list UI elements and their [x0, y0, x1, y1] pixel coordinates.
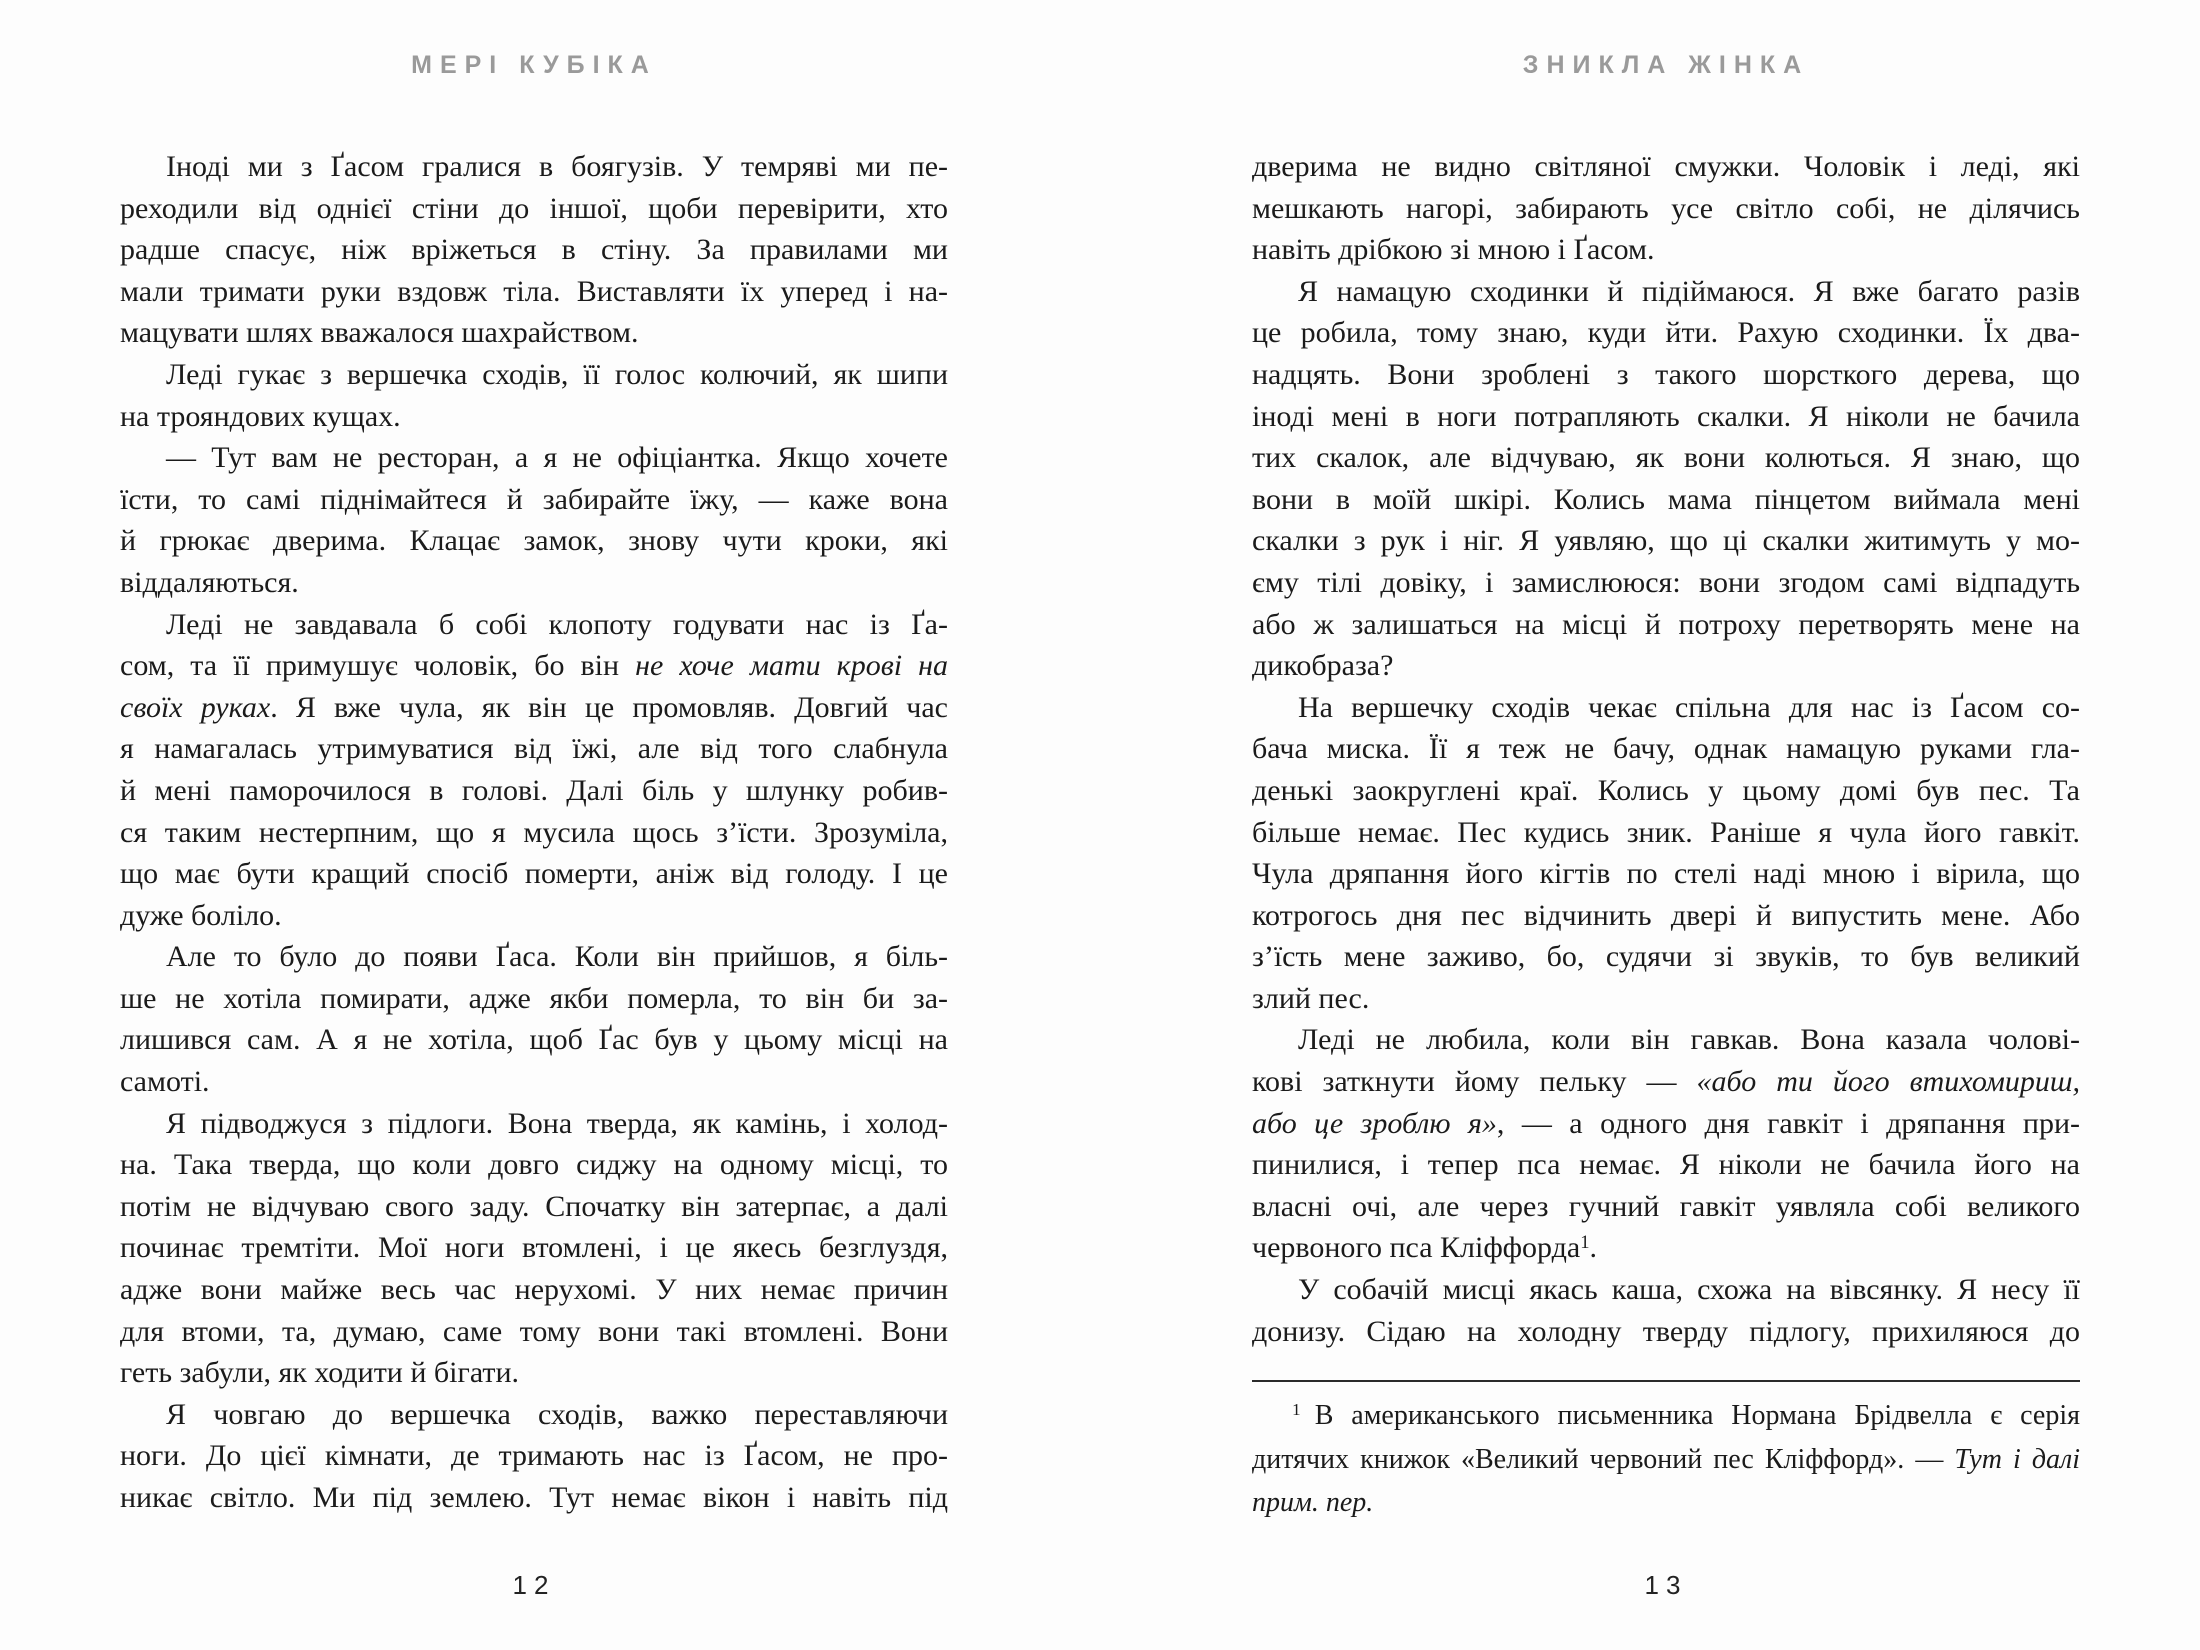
text-segment: пинилися, і тепер пса немає. Я ніколи не бачила його на [1252, 1148, 2080, 1182]
text-segment: , — а одного дня гавкіт і дряпання при- [1496, 1106, 2080, 1140]
text-line [1252, 1481, 2080, 1525]
paragraph [120, 146, 948, 354]
text-segment: мацувати шлях вважалося шахрайством. [120, 316, 639, 350]
text-segment: дитячих книжок «Великий червоний пес Кліффорд». — [1252, 1443, 1955, 1475]
text-line [120, 562, 948, 604]
text-line [1252, 1394, 2080, 1438]
text-line [1252, 770, 2080, 812]
text-segment: . Я вже чула, як він це промовляв. Довгий час [270, 690, 948, 724]
page-number-right: 13 [1644, 1570, 1688, 1600]
text-line [1252, 1438, 2080, 1482]
text-segment: дуже боліло. [120, 898, 282, 932]
text-line [120, 936, 948, 978]
text-segment: дикобраза? [1252, 649, 1394, 683]
text-line [120, 1394, 948, 1436]
text-line [1252, 853, 2080, 895]
paragraph [120, 354, 948, 437]
text-segment: Чула дряпання його кігтів по стелі наді мною і вірила, що [1252, 857, 2080, 891]
text-line [120, 1311, 948, 1353]
text-segment: скалки з рук і ніг. Я уявляю, що ці скалки житимуть у мо- [1252, 524, 2080, 558]
text-line [120, 396, 948, 438]
text-line [120, 1186, 948, 1228]
text-line [1252, 895, 2080, 937]
text-segment: це робила, тому знаю, куди йти. Рахую сходинки. Їх два- [1252, 316, 2080, 350]
paragraph [1252, 1269, 2080, 1352]
paragraph [120, 936, 948, 1102]
text-segment: адже вони майже весь час нерухомі. У них немає причин [120, 1273, 948, 1307]
running-head-title: ЗНИКЛА ЖІНКА [1522, 51, 1810, 79]
text-segment: своїх руках [120, 690, 271, 724]
text-line [120, 1103, 948, 1145]
text-segment: радше спасує, ніж вріжеться в стіну. За правилами ми [120, 233, 948, 267]
text-segment: денькі заокруглені краї. Колись у цьому домі був пес. Та [1252, 773, 2080, 807]
text-segment: самоті. [120, 1065, 210, 1099]
text-segment: на трояндових кущах. [120, 399, 401, 433]
text-line [120, 229, 948, 271]
text-segment: мали тримати руки вздовж тіла. Виставляти їх уперед і на- [120, 274, 948, 308]
text-line [120, 271, 948, 313]
text-segment: з’їсть мене заживо, бо, судячи зі звуків, то був великий [1252, 940, 2080, 974]
text-line [120, 312, 948, 354]
text-line [1252, 728, 2080, 770]
text-line [120, 1435, 948, 1477]
text-segment: надцять. Вони зроблені з такого шорсткого дерева, що [1252, 357, 2080, 391]
paragraph [1252, 1394, 2080, 1525]
right-page-body [1252, 146, 2080, 1352]
text-line [120, 895, 948, 937]
text-line [1252, 978, 2080, 1020]
text-segment: Я намацую сходинки й підіймаюся. Я вже багато разів [1298, 274, 2080, 308]
text-line [120, 1061, 948, 1103]
text-segment: сом, та її примушує чоловік, бо він [120, 649, 636, 683]
text-line [120, 520, 948, 562]
text-segment: власні очі, але через гучний гавкіт уявляла собі великого [1252, 1189, 2080, 1223]
paragraph [1252, 271, 2080, 687]
text-segment: не хоче мати крові на [635, 649, 948, 683]
text-segment: їсти, то самі піднімайтеся й забирайте їжу, — каже вона [120, 482, 948, 516]
text-segment: тих скалок, але відчуваю, як вони колються. Я знаю, що [1252, 441, 2080, 475]
paragraph [120, 604, 948, 937]
text-segment: ше не хотіла помирати, адже якби померла, то він би за- [120, 981, 948, 1015]
text-segment: . [1589, 1231, 1598, 1265]
paragraph [120, 1103, 948, 1394]
text-segment: або це зроблю я» [1252, 1106, 1497, 1140]
text-line [1252, 1019, 2080, 1061]
text-segment: Тут і далі [1954, 1443, 2080, 1475]
text-line [120, 1269, 948, 1311]
text-line [120, 146, 948, 188]
paragraph [1252, 687, 2080, 1020]
text-line [120, 853, 948, 895]
text-line [120, 687, 948, 729]
text-segment: дверима не видно світляної смужки. Чоловік і леді, які [1252, 150, 2080, 183]
text-line [120, 1144, 948, 1186]
text-line [120, 1352, 948, 1394]
text-segment: — Тут вам не ресторан, а я не офіціантка. Якщо хочете [166, 441, 948, 475]
text-segment: я намагалась утримуватися від їжі, але від того слабнула [120, 732, 948, 766]
text-line [120, 978, 948, 1020]
text-segment: єму тілі довіку, і замислююся: вони згодом самі відпадуть [1252, 565, 2080, 599]
text-line [1252, 562, 2080, 604]
paragraph [1252, 1019, 2080, 1269]
text-line [120, 479, 948, 521]
text-segment: починає тремтіти. Мої ноги втомлені, і це якесь безглуздя, [120, 1231, 948, 1265]
text-segment: Я човгаю до вершечка сходів, важко переставляючи [166, 1397, 948, 1431]
text-segment: Леді гукає з вершечка сходів, її голос колючий, як шипи [166, 357, 948, 391]
footnote-marker: 1 [1580, 1232, 1590, 1254]
text-segment: донизу. Сідаю на холодну тверду підлогу, прихиляюся до [1252, 1314, 2080, 1348]
text-segment: геть забули, як ходити й бігати. [120, 1356, 520, 1390]
text-line [120, 1477, 948, 1519]
text-segment: В американського письменника Нормана Брідвелла є серія [1314, 1400, 2080, 1431]
text-line [1252, 1311, 2080, 1353]
text-line [1252, 1227, 2080, 1269]
text-segment: вони в моїй шкірі. Колись мама пінцетом виймала мені [1252, 482, 2080, 516]
text-line [120, 604, 948, 646]
text-segment: потім не відчуваю свого заду. Спочатку він затерпає, а далі [120, 1189, 948, 1223]
text-segment: На вершечку сходів чекає спільна для нас із Ґасом со- [1298, 690, 2080, 724]
text-segment: злий пес. [1252, 981, 1370, 1015]
text-line [1252, 188, 2080, 230]
text-line [120, 812, 948, 854]
text-line [120, 437, 948, 479]
text-line [120, 188, 948, 230]
text-line [120, 770, 948, 812]
text-line [1252, 812, 2080, 854]
text-segment: для втоми, та, думаю, саме тому вони такі втомлені. Вони [120, 1314, 948, 1348]
text-line [1252, 645, 2080, 687]
text-line [1252, 479, 2080, 521]
text-segment: іноді мені в ноги потрапляють скалки. Я ніколи не бачила [1252, 399, 2080, 433]
text-segment: Леді не завдавала б собі клопоту годувати нас із Ґа- [166, 607, 948, 641]
text-line [120, 354, 948, 396]
footnote [1252, 1394, 2080, 1525]
text-line [1252, 312, 2080, 354]
text-line [120, 645, 948, 687]
left-page-body [120, 146, 948, 1519]
text-segment: що має бути кращий спосіб померти, аніж від голоду. І це [120, 857, 948, 891]
footnote-marker: 1 [1292, 1400, 1301, 1420]
text-segment: реходили від однієї стіни до іншої, щоби перевірити, хто [120, 191, 948, 225]
text-line [1252, 146, 2080, 188]
text-segment: або ж залишаться на місці й потроху перетворять мене на [1252, 607, 2080, 641]
text-line [1252, 687, 2080, 729]
text-line [1252, 1144, 2080, 1186]
text-line [1252, 520, 2080, 562]
text-segment: никає світло. Ми під землею. Тут немає вікон і навіть під [120, 1481, 948, 1514]
text-segment: ноги. До цієї кімнати, де тримають нас із Ґасом, не про- [120, 1439, 948, 1473]
paragraph [1252, 146, 2080, 271]
text-line [1252, 437, 2080, 479]
text-segment: У собачій мисці якась каша, схожа на вівсянку. Я несу її [1298, 1273, 2080, 1307]
text-line [120, 1019, 948, 1061]
footnote-divider [1252, 1380, 2080, 1382]
paragraph [120, 1394, 948, 1519]
text-line [1252, 1061, 2080, 1103]
text-line [1252, 229, 2080, 271]
text-line [1252, 936, 2080, 978]
running-head-author: МЕРІ КУБІКА [411, 51, 657, 79]
text-segment: прим. пер. [1252, 1487, 1374, 1518]
text-line [1252, 396, 2080, 438]
text-line [1252, 1103, 2080, 1145]
text-segment: Я підводжуся з підлоги. Вона тверда, як камінь, і холод- [166, 1106, 948, 1140]
text-segment: лишився сам. А я не хотіла, щоб Ґас був у цьому місці на [120, 1023, 948, 1057]
text-line [120, 728, 948, 770]
text-segment: Іноді ми з Ґасом гралися в боягузів. У темряві ми пе- [166, 150, 948, 183]
text-segment: бача миска. Її я теж не бачу, однак намацую руками гла- [1252, 732, 2080, 766]
text-segment: кові заткнути йому пельку — [1252, 1065, 1697, 1099]
text-segment: й грюкає дверима. Клацає замок, знову чути кроки, які [120, 524, 948, 558]
text-line [1252, 1186, 2080, 1228]
text-line [1252, 604, 2080, 646]
text-segment: червоного пса Кліффорда [1252, 1231, 1581, 1265]
text-segment: на. Така тверда, що коли довго сиджу на одному місці, то [120, 1148, 948, 1182]
text-segment: Але то було до появи Ґаса. Коли він прийшов, я біль- [166, 940, 948, 974]
page-number-left: 12 [512, 1570, 556, 1600]
paragraph [120, 437, 948, 603]
text-segment: Леді не любила, коли він гавкав. Вона казала чолові- [1298, 1023, 2080, 1057]
text-line [1252, 1269, 2080, 1311]
text-segment: віддаляються. [120, 565, 299, 599]
text-segment: мешкають нагорі, забирають усе світло собі, не ділячись [1252, 191, 2080, 225]
text-line [1252, 271, 2080, 313]
text-segment: навіть дрібкою зі мною і Ґасом. [1252, 233, 1655, 267]
text-segment: «або ти його втихомириш, [1696, 1065, 2080, 1099]
text-segment: котрогось дня пес відчинить двері й випустить мене. Або [1252, 898, 2080, 932]
text-segment: більше немає. Пес кудись зник. Раніше я чула його гавкіт. [1252, 815, 2080, 849]
text-line [1252, 354, 2080, 396]
text-segment: й мені паморочилося в голові. Далі біль у шлунку робив- [120, 773, 948, 807]
text-segment: ся таким нестерпним, що я мусила щось з’їсти. Зрозуміла, [120, 815, 948, 849]
text-line [120, 1227, 948, 1269]
